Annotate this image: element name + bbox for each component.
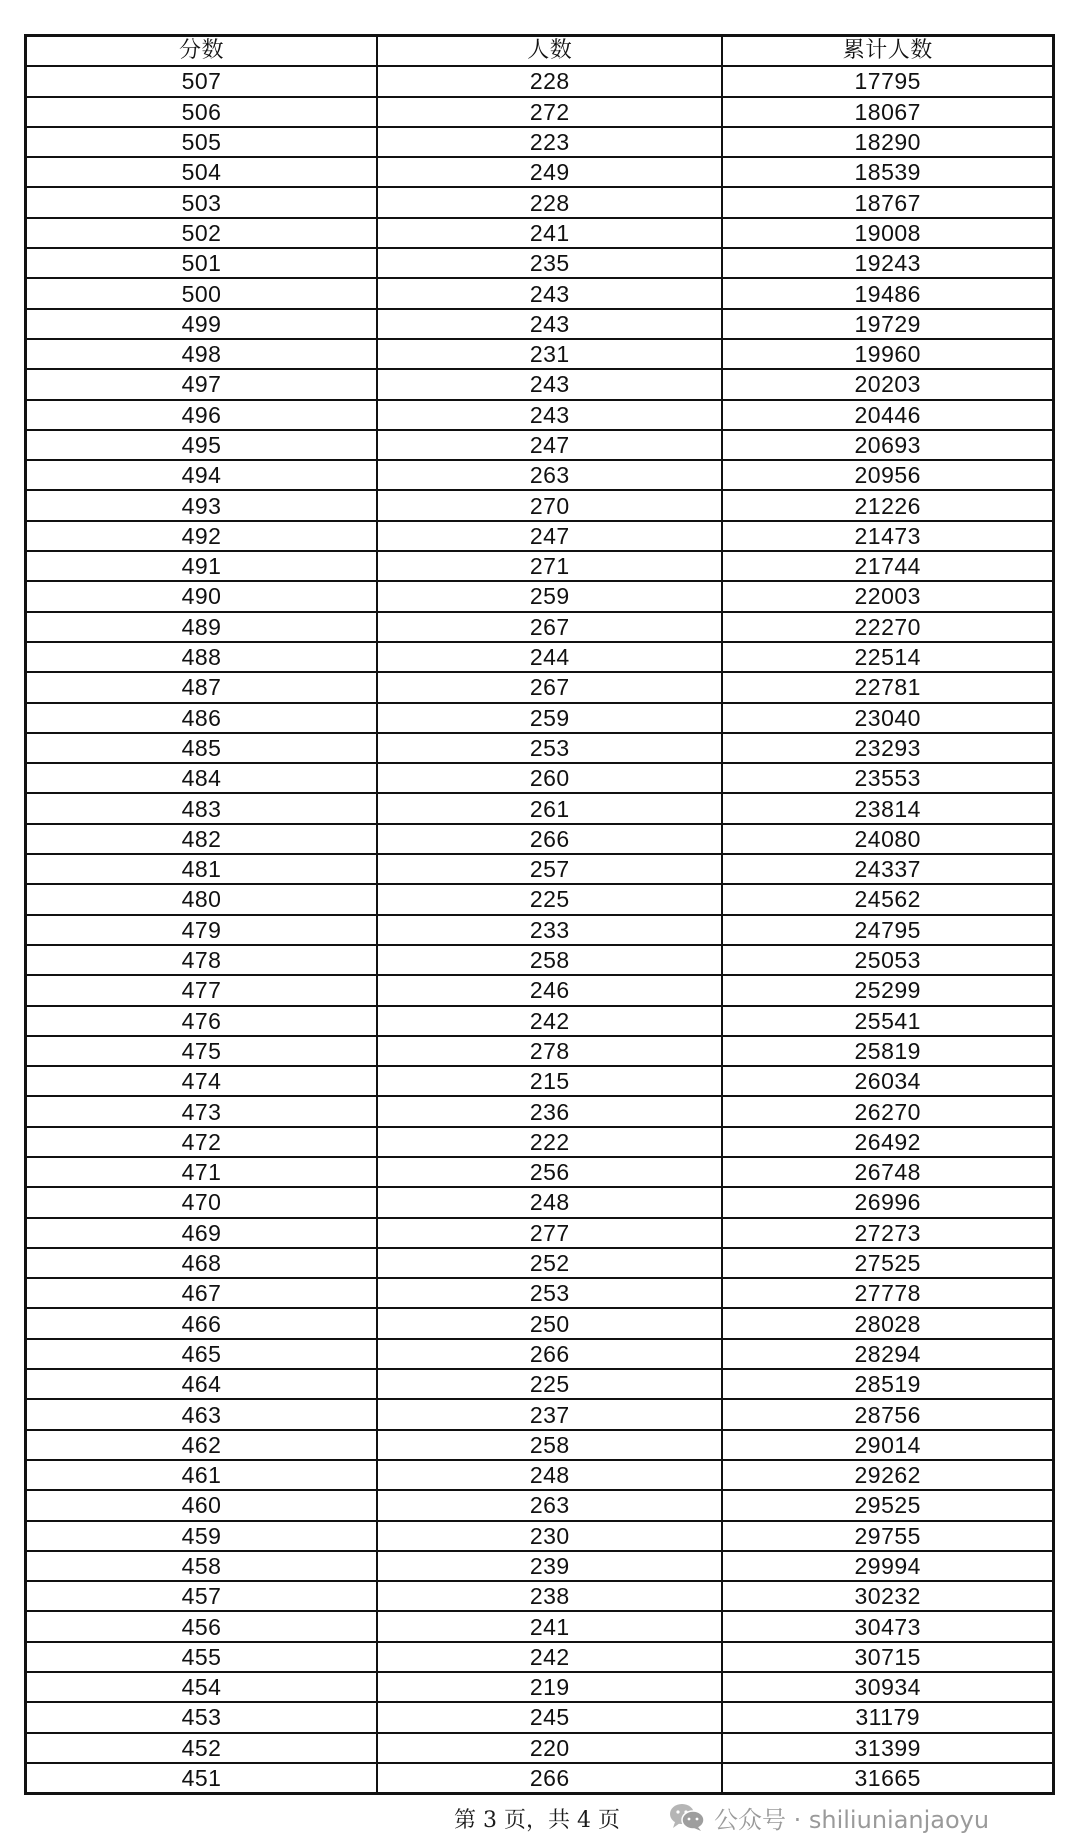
cumulative-cell: 22781 xyxy=(722,672,1053,702)
count-cell: 243 xyxy=(377,369,722,399)
score-cell: 487 xyxy=(26,672,378,702)
table-row xyxy=(26,97,1054,127)
count-cell: 258 xyxy=(377,1430,722,1460)
wechat-icon xyxy=(668,1802,706,1832)
cumulative-cell: 28028 xyxy=(722,1308,1053,1338)
table-row xyxy=(26,1642,1054,1672)
count-cell: 228 xyxy=(377,187,722,217)
count-cell: 222 xyxy=(377,1127,722,1157)
score-cell: 483 xyxy=(26,793,378,823)
score-cell: 466 xyxy=(26,1308,378,1338)
count-cell: 277 xyxy=(377,1218,722,1248)
score-cell: 488 xyxy=(26,642,378,672)
count-cell: 242 xyxy=(377,1006,722,1036)
table-row xyxy=(26,1308,1054,1338)
cumulative-cell: 20956 xyxy=(722,460,1053,490)
header-cumulative: 累计人数 xyxy=(722,36,1053,67)
cumulative-cell: 19729 xyxy=(722,309,1053,339)
cumulative-cell: 31665 xyxy=(722,1763,1053,1794)
count-cell: 228 xyxy=(377,66,722,96)
table-row xyxy=(26,975,1054,1005)
cumulative-cell: 27778 xyxy=(722,1278,1053,1308)
table-row xyxy=(26,1490,1054,1520)
cumulative-cell: 26034 xyxy=(722,1066,1053,1096)
header-score: 分数 xyxy=(26,36,378,67)
table-row xyxy=(26,1430,1054,1460)
cumulative-cell: 30934 xyxy=(722,1672,1053,1702)
table-row xyxy=(26,581,1054,611)
score-table xyxy=(24,34,1055,1795)
cumulative-cell: 29525 xyxy=(722,1490,1053,1520)
score-cell: 502 xyxy=(26,218,378,248)
cumulative-cell: 25053 xyxy=(722,945,1053,975)
score-cell: 451 xyxy=(26,1763,378,1794)
cumulative-cell: 18767 xyxy=(722,187,1053,217)
count-cell: 248 xyxy=(377,1460,722,1490)
count-cell: 220 xyxy=(377,1733,722,1763)
table-row xyxy=(26,1733,1054,1763)
page-number: 第 3 页，共 4 页 xyxy=(454,1808,620,1833)
score-cell: 496 xyxy=(26,400,378,430)
score-cell: 481 xyxy=(26,854,378,884)
table-row xyxy=(26,127,1054,157)
count-cell: 270 xyxy=(377,490,722,520)
score-cell: 469 xyxy=(26,1218,378,1248)
cumulative-cell: 17795 xyxy=(722,66,1053,96)
cumulative-cell: 24080 xyxy=(722,824,1053,854)
score-cell: 489 xyxy=(26,612,378,642)
table-row xyxy=(26,430,1054,460)
count-cell: 272 xyxy=(377,97,722,127)
count-cell: 263 xyxy=(377,460,722,490)
table-row xyxy=(26,551,1054,581)
score-cell: 463 xyxy=(26,1399,378,1429)
count-cell: 253 xyxy=(377,733,722,763)
cumulative-cell: 18290 xyxy=(722,127,1053,157)
count-cell: 215 xyxy=(377,1066,722,1096)
count-cell: 219 xyxy=(377,1672,722,1702)
score-cell: 500 xyxy=(26,278,378,308)
score-cell: 472 xyxy=(26,1127,378,1157)
count-cell: 256 xyxy=(377,1157,722,1187)
score-cell: 461 xyxy=(26,1460,378,1490)
table-row xyxy=(26,1006,1054,1036)
cumulative-cell: 22003 xyxy=(722,581,1053,611)
cumulative-cell: 21744 xyxy=(722,551,1053,581)
table-row xyxy=(26,1763,1054,1794)
table-row xyxy=(26,309,1054,339)
count-cell: 260 xyxy=(377,763,722,793)
count-cell: 252 xyxy=(377,1248,722,1278)
score-cell: 499 xyxy=(26,309,378,339)
cumulative-cell: 28519 xyxy=(722,1369,1053,1399)
count-cell: 243 xyxy=(377,400,722,430)
score-cell: 468 xyxy=(26,1248,378,1278)
score-cell: 498 xyxy=(26,339,378,369)
score-cell: 506 xyxy=(26,97,378,127)
count-cell: 238 xyxy=(377,1581,722,1611)
score-cell: 475 xyxy=(26,1036,378,1066)
count-cell: 266 xyxy=(377,1763,722,1794)
cumulative-cell: 29262 xyxy=(722,1460,1053,1490)
score-cell: 452 xyxy=(26,1733,378,1763)
cumulative-cell: 22514 xyxy=(722,642,1053,672)
count-cell: 244 xyxy=(377,642,722,672)
score-cell: 494 xyxy=(26,460,378,490)
score-cell: 457 xyxy=(26,1581,378,1611)
table-row xyxy=(26,733,1054,763)
cumulative-cell: 27273 xyxy=(722,1218,1053,1248)
count-cell: 225 xyxy=(377,884,722,914)
count-cell: 245 xyxy=(377,1702,722,1732)
table-row xyxy=(26,763,1054,793)
table-row xyxy=(26,1551,1054,1581)
score-cell: 485 xyxy=(26,733,378,763)
header-count: 人数 xyxy=(377,36,722,67)
score-cell: 497 xyxy=(26,369,378,399)
table-row xyxy=(26,1521,1054,1551)
score-cell: 504 xyxy=(26,157,378,187)
table-row xyxy=(26,521,1054,551)
count-cell: 259 xyxy=(377,581,722,611)
count-cell: 233 xyxy=(377,915,722,945)
score-cell: 462 xyxy=(26,1430,378,1460)
score-cell: 507 xyxy=(26,66,378,96)
count-cell: 253 xyxy=(377,1278,722,1308)
count-cell: 271 xyxy=(377,551,722,581)
cumulative-cell: 29755 xyxy=(722,1521,1053,1551)
score-cell: 476 xyxy=(26,1006,378,1036)
table-body xyxy=(26,66,1054,1793)
cumulative-cell: 25541 xyxy=(722,1006,1053,1036)
table-row xyxy=(26,1672,1054,1702)
table-row xyxy=(26,1581,1054,1611)
table-row xyxy=(26,854,1054,884)
cumulative-cell: 21473 xyxy=(722,521,1053,551)
table-row xyxy=(26,66,1054,96)
cumulative-cell: 31179 xyxy=(722,1702,1053,1732)
table-row xyxy=(26,460,1054,490)
cumulative-cell: 20446 xyxy=(722,400,1053,430)
table-row xyxy=(26,884,1054,914)
table-row xyxy=(26,157,1054,187)
count-cell: 247 xyxy=(377,521,722,551)
count-cell: 249 xyxy=(377,157,722,187)
cumulative-cell: 25299 xyxy=(722,975,1053,1005)
score-cell: 505 xyxy=(26,127,378,157)
page-footer xyxy=(0,1800,1080,1836)
table-row xyxy=(26,1611,1054,1641)
table-row xyxy=(26,1066,1054,1096)
cumulative-cell: 23293 xyxy=(722,733,1053,763)
cumulative-cell: 20693 xyxy=(722,430,1053,460)
count-cell: 239 xyxy=(377,1551,722,1581)
cumulative-cell: 19960 xyxy=(722,339,1053,369)
cumulative-cell: 24337 xyxy=(722,854,1053,884)
score-cell: 493 xyxy=(26,490,378,520)
score-cell: 473 xyxy=(26,1096,378,1126)
table-row xyxy=(26,1157,1054,1187)
cumulative-cell: 23814 xyxy=(722,793,1053,823)
table-row xyxy=(26,1369,1054,1399)
count-cell: 241 xyxy=(377,1611,722,1641)
table-row xyxy=(26,703,1054,733)
count-cell: 236 xyxy=(377,1096,722,1126)
count-cell: 278 xyxy=(377,1036,722,1066)
wechat-watermark xyxy=(668,1800,989,1834)
score-cell: 482 xyxy=(26,824,378,854)
score-cell: 495 xyxy=(26,430,378,460)
count-cell: 259 xyxy=(377,703,722,733)
table-row xyxy=(26,642,1054,672)
count-cell: 247 xyxy=(377,430,722,460)
cumulative-cell: 31399 xyxy=(722,1733,1053,1763)
cumulative-cell: 30232 xyxy=(722,1581,1053,1611)
score-cell: 465 xyxy=(26,1339,378,1369)
score-cell: 478 xyxy=(26,945,378,975)
score-cell: 470 xyxy=(26,1187,378,1217)
cumulative-cell: 28756 xyxy=(722,1399,1053,1429)
cumulative-cell: 28294 xyxy=(722,1339,1053,1369)
table-row xyxy=(26,1248,1054,1278)
score-cell: 490 xyxy=(26,581,378,611)
table-row xyxy=(26,248,1054,278)
table-row xyxy=(26,915,1054,945)
score-cell: 474 xyxy=(26,1066,378,1096)
count-cell: 246 xyxy=(377,975,722,1005)
table-row xyxy=(26,1278,1054,1308)
table-row xyxy=(26,490,1054,520)
count-cell: 261 xyxy=(377,793,722,823)
cumulative-cell: 30473 xyxy=(722,1611,1053,1641)
count-cell: 242 xyxy=(377,1642,722,1672)
count-cell: 241 xyxy=(377,218,722,248)
score-cell: 479 xyxy=(26,915,378,945)
score-cell: 456 xyxy=(26,1611,378,1641)
cumulative-cell: 22270 xyxy=(722,612,1053,642)
table-row xyxy=(26,1399,1054,1429)
table-row xyxy=(26,1218,1054,1248)
score-cell: 459 xyxy=(26,1521,378,1551)
count-cell: 248 xyxy=(377,1187,722,1217)
table-row xyxy=(26,1036,1054,1066)
score-cell: 467 xyxy=(26,1278,378,1308)
cumulative-cell: 24795 xyxy=(722,915,1053,945)
table-row xyxy=(26,1187,1054,1217)
count-cell: 243 xyxy=(377,278,722,308)
count-cell: 263 xyxy=(377,1490,722,1520)
table-row xyxy=(26,1460,1054,1490)
count-cell: 237 xyxy=(377,1399,722,1429)
table-row xyxy=(26,400,1054,430)
score-cell: 480 xyxy=(26,884,378,914)
cumulative-cell: 19486 xyxy=(722,278,1053,308)
score-cell: 491 xyxy=(26,551,378,581)
score-cell: 455 xyxy=(26,1642,378,1672)
cumulative-cell: 23040 xyxy=(722,703,1053,733)
score-cell: 501 xyxy=(26,248,378,278)
table-row xyxy=(26,793,1054,823)
cumulative-cell: 26996 xyxy=(722,1187,1053,1217)
table-row xyxy=(26,339,1054,369)
table-row xyxy=(26,945,1054,975)
score-cell: 484 xyxy=(26,763,378,793)
cumulative-cell: 30715 xyxy=(722,1642,1053,1672)
cumulative-cell: 19008 xyxy=(722,218,1053,248)
score-cell: 458 xyxy=(26,1551,378,1581)
cumulative-cell: 24562 xyxy=(722,884,1053,914)
table-header-row xyxy=(26,36,1054,67)
cumulative-cell: 29994 xyxy=(722,1551,1053,1581)
score-cell: 471 xyxy=(26,1157,378,1187)
cumulative-cell: 23553 xyxy=(722,763,1053,793)
watermark-text: 公众号 · shiliunianjaoyu xyxy=(714,1805,990,1834)
score-cell: 454 xyxy=(26,1672,378,1702)
count-cell: 267 xyxy=(377,672,722,702)
cumulative-cell: 25819 xyxy=(722,1036,1053,1066)
count-cell: 243 xyxy=(377,309,722,339)
count-cell: 231 xyxy=(377,339,722,369)
cumulative-cell: 26270 xyxy=(722,1096,1053,1126)
table-row xyxy=(26,278,1054,308)
score-cell: 503 xyxy=(26,187,378,217)
score-cell: 464 xyxy=(26,1369,378,1399)
count-cell: 257 xyxy=(377,854,722,884)
count-cell: 266 xyxy=(377,824,722,854)
cumulative-cell: 20203 xyxy=(722,369,1053,399)
cumulative-cell: 26748 xyxy=(722,1157,1053,1187)
score-cell: 453 xyxy=(26,1702,378,1732)
table-row xyxy=(26,1339,1054,1369)
score-cell: 486 xyxy=(26,703,378,733)
table-row xyxy=(26,672,1054,702)
score-cell: 492 xyxy=(26,521,378,551)
table-row xyxy=(26,1127,1054,1157)
cumulative-cell: 18539 xyxy=(722,157,1053,187)
table-row xyxy=(26,612,1054,642)
count-cell: 258 xyxy=(377,945,722,975)
count-cell: 223 xyxy=(377,127,722,157)
cumulative-cell: 27525 xyxy=(722,1248,1053,1278)
cumulative-cell: 26492 xyxy=(722,1127,1053,1157)
table-row xyxy=(26,369,1054,399)
count-cell: 235 xyxy=(377,248,722,278)
count-cell: 267 xyxy=(377,612,722,642)
cumulative-cell: 29014 xyxy=(722,1430,1053,1460)
table-row xyxy=(26,218,1054,248)
cumulative-cell: 18067 xyxy=(722,97,1053,127)
score-cell: 477 xyxy=(26,975,378,1005)
score-cell: 460 xyxy=(26,1490,378,1520)
cumulative-cell: 21226 xyxy=(722,490,1053,520)
count-cell: 225 xyxy=(377,1369,722,1399)
table-row xyxy=(26,1702,1054,1732)
table-row xyxy=(26,1096,1054,1126)
table-row xyxy=(26,187,1054,217)
count-cell: 230 xyxy=(377,1521,722,1551)
cumulative-cell: 19243 xyxy=(722,248,1053,278)
table-row xyxy=(26,824,1054,854)
count-cell: 266 xyxy=(377,1339,722,1369)
count-cell: 250 xyxy=(377,1308,722,1338)
